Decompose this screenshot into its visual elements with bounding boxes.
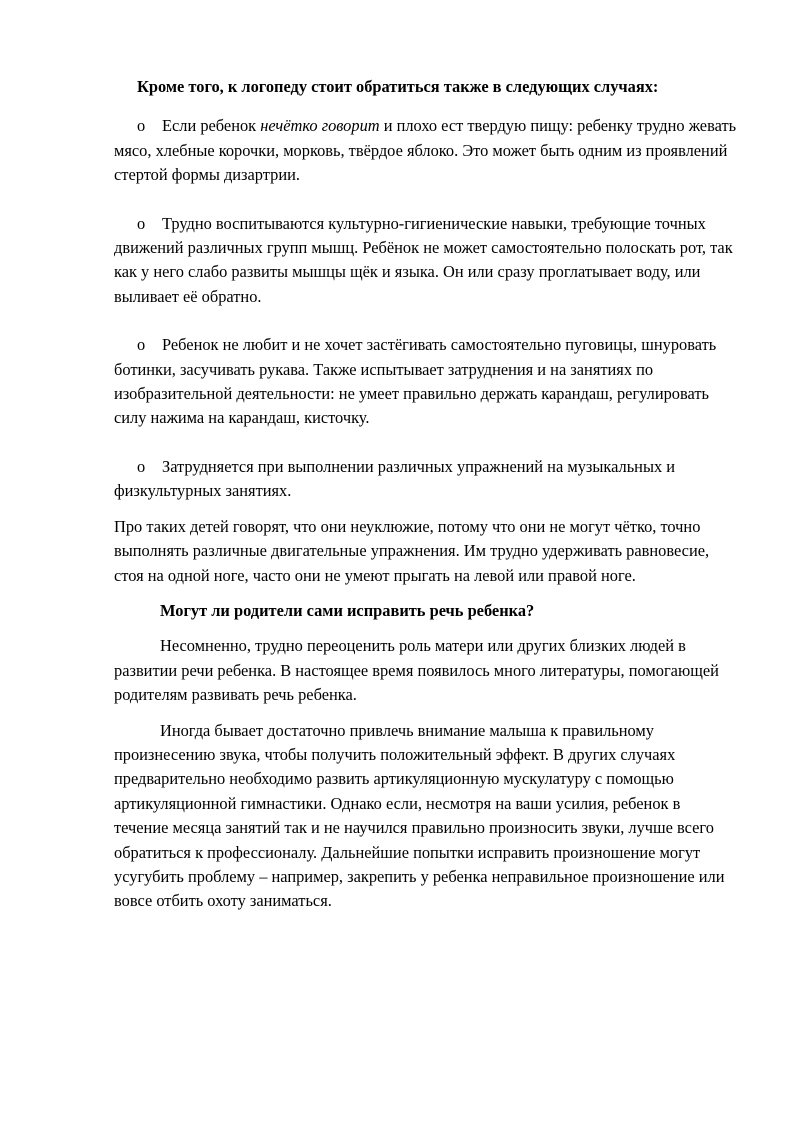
bullet-marker: o <box>137 335 146 355</box>
bullet-marker: o <box>137 213 146 233</box>
paragraph-clumsy: Про таких детей говорят, что они неуклюжие, потому что они не могут чётко, точно выполнять различные двигательные упражнения. Им трудно удерживать равновесие, стоя на одной ноге, часто они не умеют прыгать на левой или правой ноге. <box>114 516 710 585</box>
paragraph-attention: Иногда бывает достаточно привлечь внимание малыша к правильному произнесению звука, чтобы получить положительный эффект. В других случаях предварительно необходимо развить артикуляционную мускулатуру с помощью артикуляционной гимнастики. Однако если, несмотря на ваши усилия, ребенок в течение месяца занятий так и не научился правильно произносить звуки, лучше всего обратиться к профессионалу. Дальнейшие попытки исправить произношение могут усугубить проблему – например, закрепить у ребенка неправильное произношение или вовсе отбить охоту заниматься. <box>114 720 725 911</box>
bullet-item-2 <box>114 212 738 310</box>
bullet-marker: o <box>137 456 146 476</box>
italic-phrase: нечётко говорит <box>260 116 380 136</box>
bullet-text: Затрудняется при выполнении различных упражнений на музыкальных и физкультурных занятиях. <box>114 456 676 501</box>
subheading: Могут ли родители сами исправить речь ребенка? <box>160 600 535 620</box>
bullet-text: Ребенок не любит и не хочет застёгивать самостоятельно пуговицы, шнуровать ботинки, засучивать рукава. Также испытывает затруднения и на занятиях по изобразительной деятельности: не умеет правильно держать карандаш, регулировать силу нажима на карандаш, кисточку. <box>114 335 717 428</box>
bullet-text: и плохо ест твердую пищу: ребенку трудно жевать мясо, хлебные корочки, морковь, твёрдое яблоко. Это может быть одним из проявлений стертой формы дизартрии. <box>114 116 737 185</box>
section-heading: Кроме того, к логопеду стоит обратиться также в следующих случаях: <box>137 77 659 96</box>
bullet-item-1 <box>114 114 738 187</box>
bullet-item-4 <box>114 455 738 504</box>
document-page <box>114 75 738 914</box>
paragraph-parents: Несомненно, трудно переоценить роль матери или других близких людей в развитии речи ребенка. В настоящее время появилось много литературы, помогающей родителям развивать речь ребенка. <box>114 636 719 705</box>
bullet-item-3 <box>114 333 738 431</box>
bullet-text: Если ребенок <box>162 116 261 136</box>
bullet-text: Трудно воспитываются культурно-гигиенические навыки, требующие точных движений различных групп мышц. Ребёнок не может самостоятельно полоскать рот, так как у него слабо развиты мышцы щёк и языка. Он или сразу проглатывает воду, или выливает её обратно. <box>114 213 733 306</box>
bullet-marker: o <box>137 116 146 136</box>
